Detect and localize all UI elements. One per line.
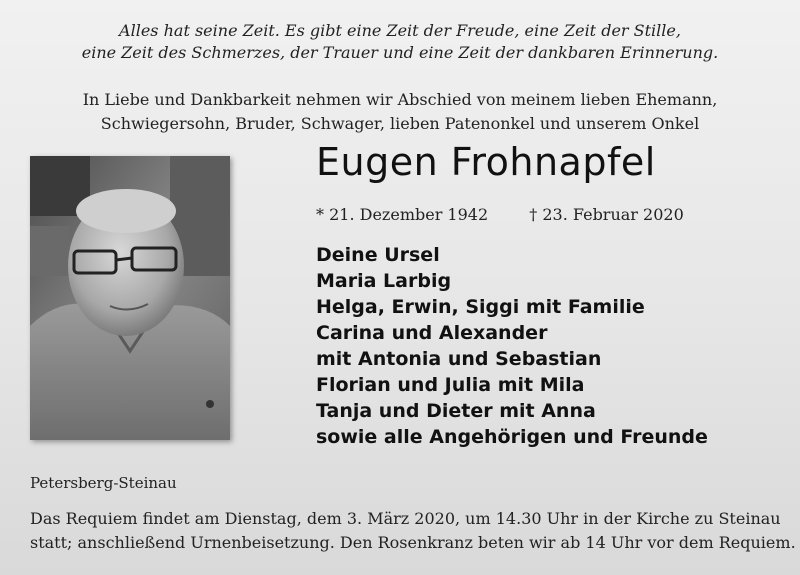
intro-text <box>0 88 800 136</box>
mourner-line: sowie alle Angehörigen und Freunde <box>316 426 708 448</box>
life-dates <box>316 205 684 224</box>
place-name: Petersberg-Steinau <box>30 474 177 492</box>
mourner-line: Helga, Erwin, Siggi mit Familie <box>316 296 645 318</box>
death-date: † 23. Februar 2020 <box>529 205 684 224</box>
mourner-line: mit Antonia und Sebastian <box>316 348 602 370</box>
mourner-line: Tanja und Dieter mit Anna <box>316 400 596 422</box>
mourner-line: Carina und Alexander <box>316 322 548 344</box>
requiem-notice <box>30 507 796 555</box>
mourners-list <box>316 242 708 450</box>
requiem-line: statt; anschließend Urnenbeisetzung. Den Rosenkranz beten wir ab 14 Uhr vor dem Requiem. <box>30 533 796 552</box>
requiem-line: Das Requiem findet am Dienstag, dem 3. März 2020, um 14.30 Uhr in der Kirche zu Steinau <box>30 509 781 528</box>
portrait-photo <box>30 156 230 440</box>
motto-line: Alles hat seine Zeit. Es gibt eine Zeit der Freude, eine Zeit der Stille, <box>119 21 681 40</box>
birth-date: * 21. Dezember 1942 <box>316 205 489 224</box>
intro-line: In Liebe und Dankbarkeit nehmen wir Abschied von meinem lieben Ehemann, <box>82 90 718 109</box>
motto-quote <box>0 20 800 64</box>
intro-line: Schwiegersohn, Bruder, Schwager, lieben Patenonkel und unserem Onkel <box>100 114 700 133</box>
mourner-line: Florian und Julia mit Mila <box>316 374 585 396</box>
deceased-name: Eugen Frohnapfel <box>316 140 656 184</box>
motto-line: eine Zeit des Schmerzes, der Trauer und eine Zeit der dankbaren Erinnerung. <box>81 43 719 62</box>
mourner-line: Maria Larbig <box>316 270 452 292</box>
portrait-image <box>30 156 230 440</box>
mourner-line: Deine Ursel <box>316 244 440 266</box>
